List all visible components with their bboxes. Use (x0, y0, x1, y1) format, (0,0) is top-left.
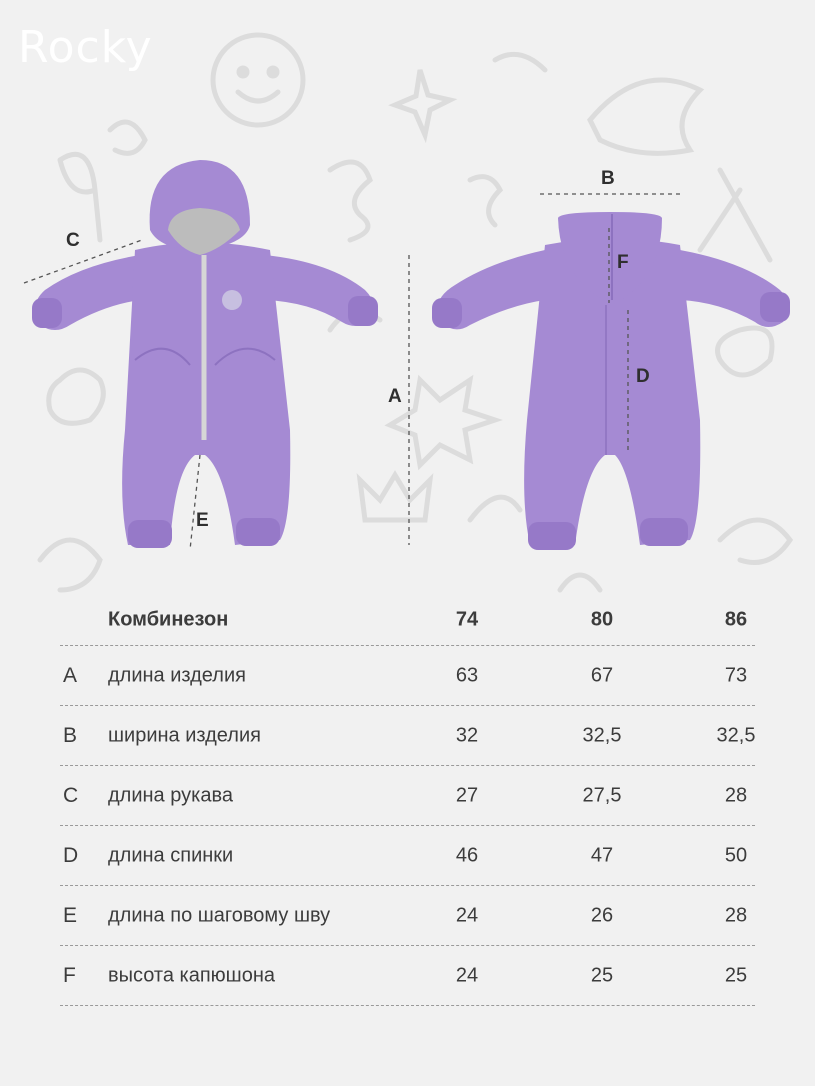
dimension-label-a: A (388, 386, 402, 407)
table-row (60, 706, 755, 766)
table-row (60, 826, 755, 886)
row-value: 26 (590, 904, 614, 926)
table-row (60, 646, 755, 706)
dimension-label-e: E (196, 510, 209, 531)
dimension-label-c: C (66, 230, 80, 251)
row-label: длина рукава (108, 784, 233, 806)
row-value: 28 (724, 784, 748, 806)
row-value: 47 (590, 844, 614, 866)
dimension-label-d: D (636, 366, 650, 387)
row-letter: F (63, 963, 76, 987)
row-value: 67 (590, 664, 614, 686)
dimension-label-b: B (601, 168, 615, 189)
size-80-header: 80 (590, 608, 614, 631)
row-value: 24 (455, 964, 479, 986)
row-value: 32,5 (716, 724, 756, 746)
table-title: Комбинезон (108, 608, 229, 631)
row-value: 27 (455, 784, 479, 806)
row-value: 73 (724, 664, 748, 686)
dimension-label-f: F (617, 252, 629, 273)
row-letter: D (63, 843, 79, 867)
size-table (60, 595, 755, 1006)
row-label: длина изделия (108, 664, 246, 686)
row-value: 28 (724, 904, 748, 926)
size-74-header: 74 (455, 608, 479, 631)
row-value: 46 (455, 844, 479, 866)
row-value: 32,5 (582, 724, 622, 746)
row-label: ширина изделия (108, 724, 261, 746)
table-row (60, 946, 755, 1006)
row-value: 50 (724, 844, 748, 866)
row-value: 25 (590, 964, 614, 986)
row-letter: E (63, 903, 78, 927)
row-label: длина спинки (108, 844, 234, 866)
row-letter: B (63, 723, 78, 747)
row-value: 32 (455, 724, 479, 746)
row-value: 63 (455, 664, 479, 686)
size-table-header (60, 595, 755, 646)
row-value: 25 (724, 964, 748, 986)
row-value: 24 (455, 904, 479, 926)
row-letter: A (63, 663, 78, 687)
row-letter: C (63, 783, 79, 807)
back-garment (432, 212, 790, 550)
row-label: высота капюшона (108, 964, 276, 986)
brand-logo: Rocky (18, 22, 153, 73)
table-row (60, 886, 755, 946)
table-row (60, 766, 755, 826)
size-86-header: 86 (724, 608, 748, 631)
row-label: длина по шаговому шву (108, 904, 331, 926)
row-value: 27,5 (582, 784, 622, 806)
front-garment (32, 160, 378, 548)
